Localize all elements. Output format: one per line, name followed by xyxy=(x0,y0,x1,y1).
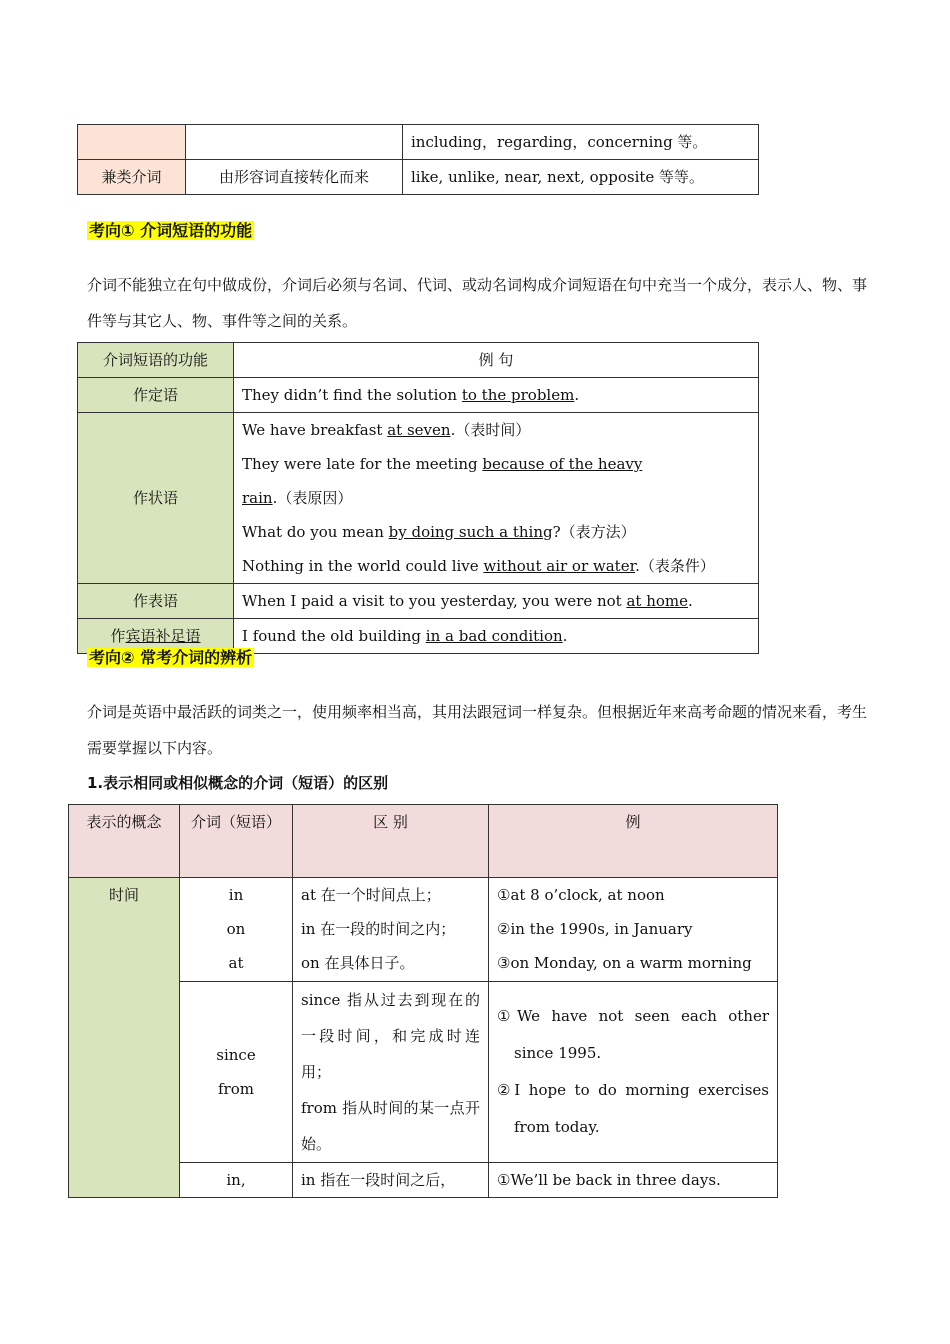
table-row xyxy=(78,160,759,195)
prep-item: from xyxy=(218,1080,254,1098)
diff-item: in 在一段的时间之内； xyxy=(301,920,456,938)
example-phrase: to the problem xyxy=(461,386,575,404)
example-item: ②I hope to do morning exercises from today. xyxy=(497,1081,769,1136)
section-heading xyxy=(87,645,254,668)
table-row xyxy=(78,378,759,413)
table-cell: including，regarding，concerning 等。 xyxy=(403,125,759,160)
table-cell xyxy=(186,125,403,160)
example-phrase: at home xyxy=(626,592,688,610)
diff-cell xyxy=(293,1163,489,1198)
diff-item: from 指从时间的某一点开始。 xyxy=(301,1099,480,1153)
example-line xyxy=(242,447,750,515)
example-text: We have breakfast xyxy=(242,421,388,439)
function-text: 宾语补足语 xyxy=(125,627,201,645)
example-text: They were late for the meeting xyxy=(242,455,483,473)
table-header-cell: 介词短语的功能 xyxy=(78,343,234,378)
example-cell xyxy=(489,1163,778,1198)
example-phrase: by doing such a thing xyxy=(388,523,553,541)
example-item: ①at 8 o’clock, at noon xyxy=(497,886,665,904)
preposition-comparison-table xyxy=(68,804,778,1198)
table-row xyxy=(78,584,759,619)
example-cell xyxy=(234,584,759,619)
table-header-row xyxy=(78,343,759,378)
example-text: . xyxy=(562,627,568,645)
table-cell: like, unlike, near, next, opposite 等等。 xyxy=(403,160,759,195)
section-heading xyxy=(87,218,254,241)
example-text: They didn’t find the solution xyxy=(242,386,462,404)
example-text: .（表时间） xyxy=(450,421,531,439)
example-text: .（表条件） xyxy=(635,557,715,575)
prep-item: at xyxy=(228,954,244,972)
table-header-cell: 区 别 xyxy=(293,805,489,878)
example-cell xyxy=(234,413,759,584)
table-header-row xyxy=(69,805,778,878)
section-paragraph: 介词不能独立在句中做成份，介词后必须与名词、代词、或动名词构成介词短语在句中充当一个成分，表示人、物、事件等与其它人、物、事件等之间的关系。 xyxy=(87,276,868,330)
example-text: When I paid a visit to you yesterday, you were not xyxy=(242,592,627,610)
prep-item: on xyxy=(226,920,246,938)
example-line xyxy=(242,413,750,447)
diff-item: since 指从过去到现在的一段时间，和完成时连用； xyxy=(301,991,480,1081)
example-item: ②in the 1990s, in January xyxy=(497,920,693,938)
table-header-cell: 表示的概念 xyxy=(69,805,180,878)
example-phrase: because of the heavy rain xyxy=(242,455,643,507)
table-row xyxy=(78,125,759,160)
example-line xyxy=(242,549,750,583)
section-paragraph: 介词是英语中最活跃的词类之一，使用频率相当高，其用法跟冠词一样复杂。但根据近年来高考命题的情况来看，考生需要掌握以下内容。 xyxy=(87,703,868,757)
example-text: Nothing in the world could live xyxy=(242,557,484,575)
example-item: ③on Monday, on a warm morning xyxy=(497,954,752,972)
example-phrase: in a bad condition xyxy=(425,627,563,645)
section-heading-text: 考向① 介词短语的功能 xyxy=(89,221,253,240)
example-cell xyxy=(234,619,759,654)
example-item: ①We have not seen each other since 1995. xyxy=(497,1007,769,1062)
table-header-cell: 例 xyxy=(489,805,778,878)
example-text: What do you mean xyxy=(242,523,389,541)
prep-item: in xyxy=(228,886,244,904)
example-text: . xyxy=(574,386,580,404)
prep-cell xyxy=(180,1163,293,1198)
example-item: ①We’ll be back in three days. xyxy=(497,1171,721,1189)
diff-cell xyxy=(293,878,489,982)
diff-item: at 在一个时间点上； xyxy=(301,886,441,904)
table-header-cell: 例 句 xyxy=(234,343,759,378)
example-phrase: without air or water xyxy=(483,557,636,575)
example-cell xyxy=(489,878,778,982)
prep-item: since xyxy=(216,1046,256,1064)
example-text: I found the old building xyxy=(242,627,426,645)
prep-cell xyxy=(180,982,293,1163)
example-text: . xyxy=(688,592,693,610)
table-cell: 由形容词直接转化而来 xyxy=(186,160,403,195)
prep-cell xyxy=(180,878,293,982)
preposition-types-table xyxy=(77,124,759,195)
function-cell: 作定语 xyxy=(78,378,234,413)
example-cell xyxy=(489,982,778,1163)
example-text: .（表原因） xyxy=(272,489,353,507)
subheading: 1.表示相同或相似概念的介词（短语）的区别 xyxy=(87,774,389,792)
table-cell: 兼类介词 xyxy=(78,160,186,195)
example-text: ?（表方法） xyxy=(552,523,636,541)
table-cell xyxy=(78,125,186,160)
prep-item: in, xyxy=(226,1171,246,1189)
section-heading-text: 考向② 常考介词的辨析 xyxy=(89,648,253,667)
diff-item: in 指在一段时间之后， xyxy=(301,1171,456,1189)
function-cell: 作表语 xyxy=(78,584,234,619)
diff-item: on 在具体日子。 xyxy=(301,954,415,972)
function-cell: 作状语 xyxy=(78,413,234,584)
function-text: 作 xyxy=(110,627,126,645)
example-cell xyxy=(234,378,759,413)
prep-phrase-function-table xyxy=(77,342,759,654)
table-row xyxy=(69,878,778,982)
diff-cell xyxy=(293,982,489,1163)
example-phrase: at seven xyxy=(387,421,451,439)
example-line xyxy=(242,515,750,549)
table-header-cell: 介词（短语） xyxy=(180,805,293,878)
concept-cell: 时间 xyxy=(69,878,180,1198)
table-row xyxy=(78,413,759,584)
